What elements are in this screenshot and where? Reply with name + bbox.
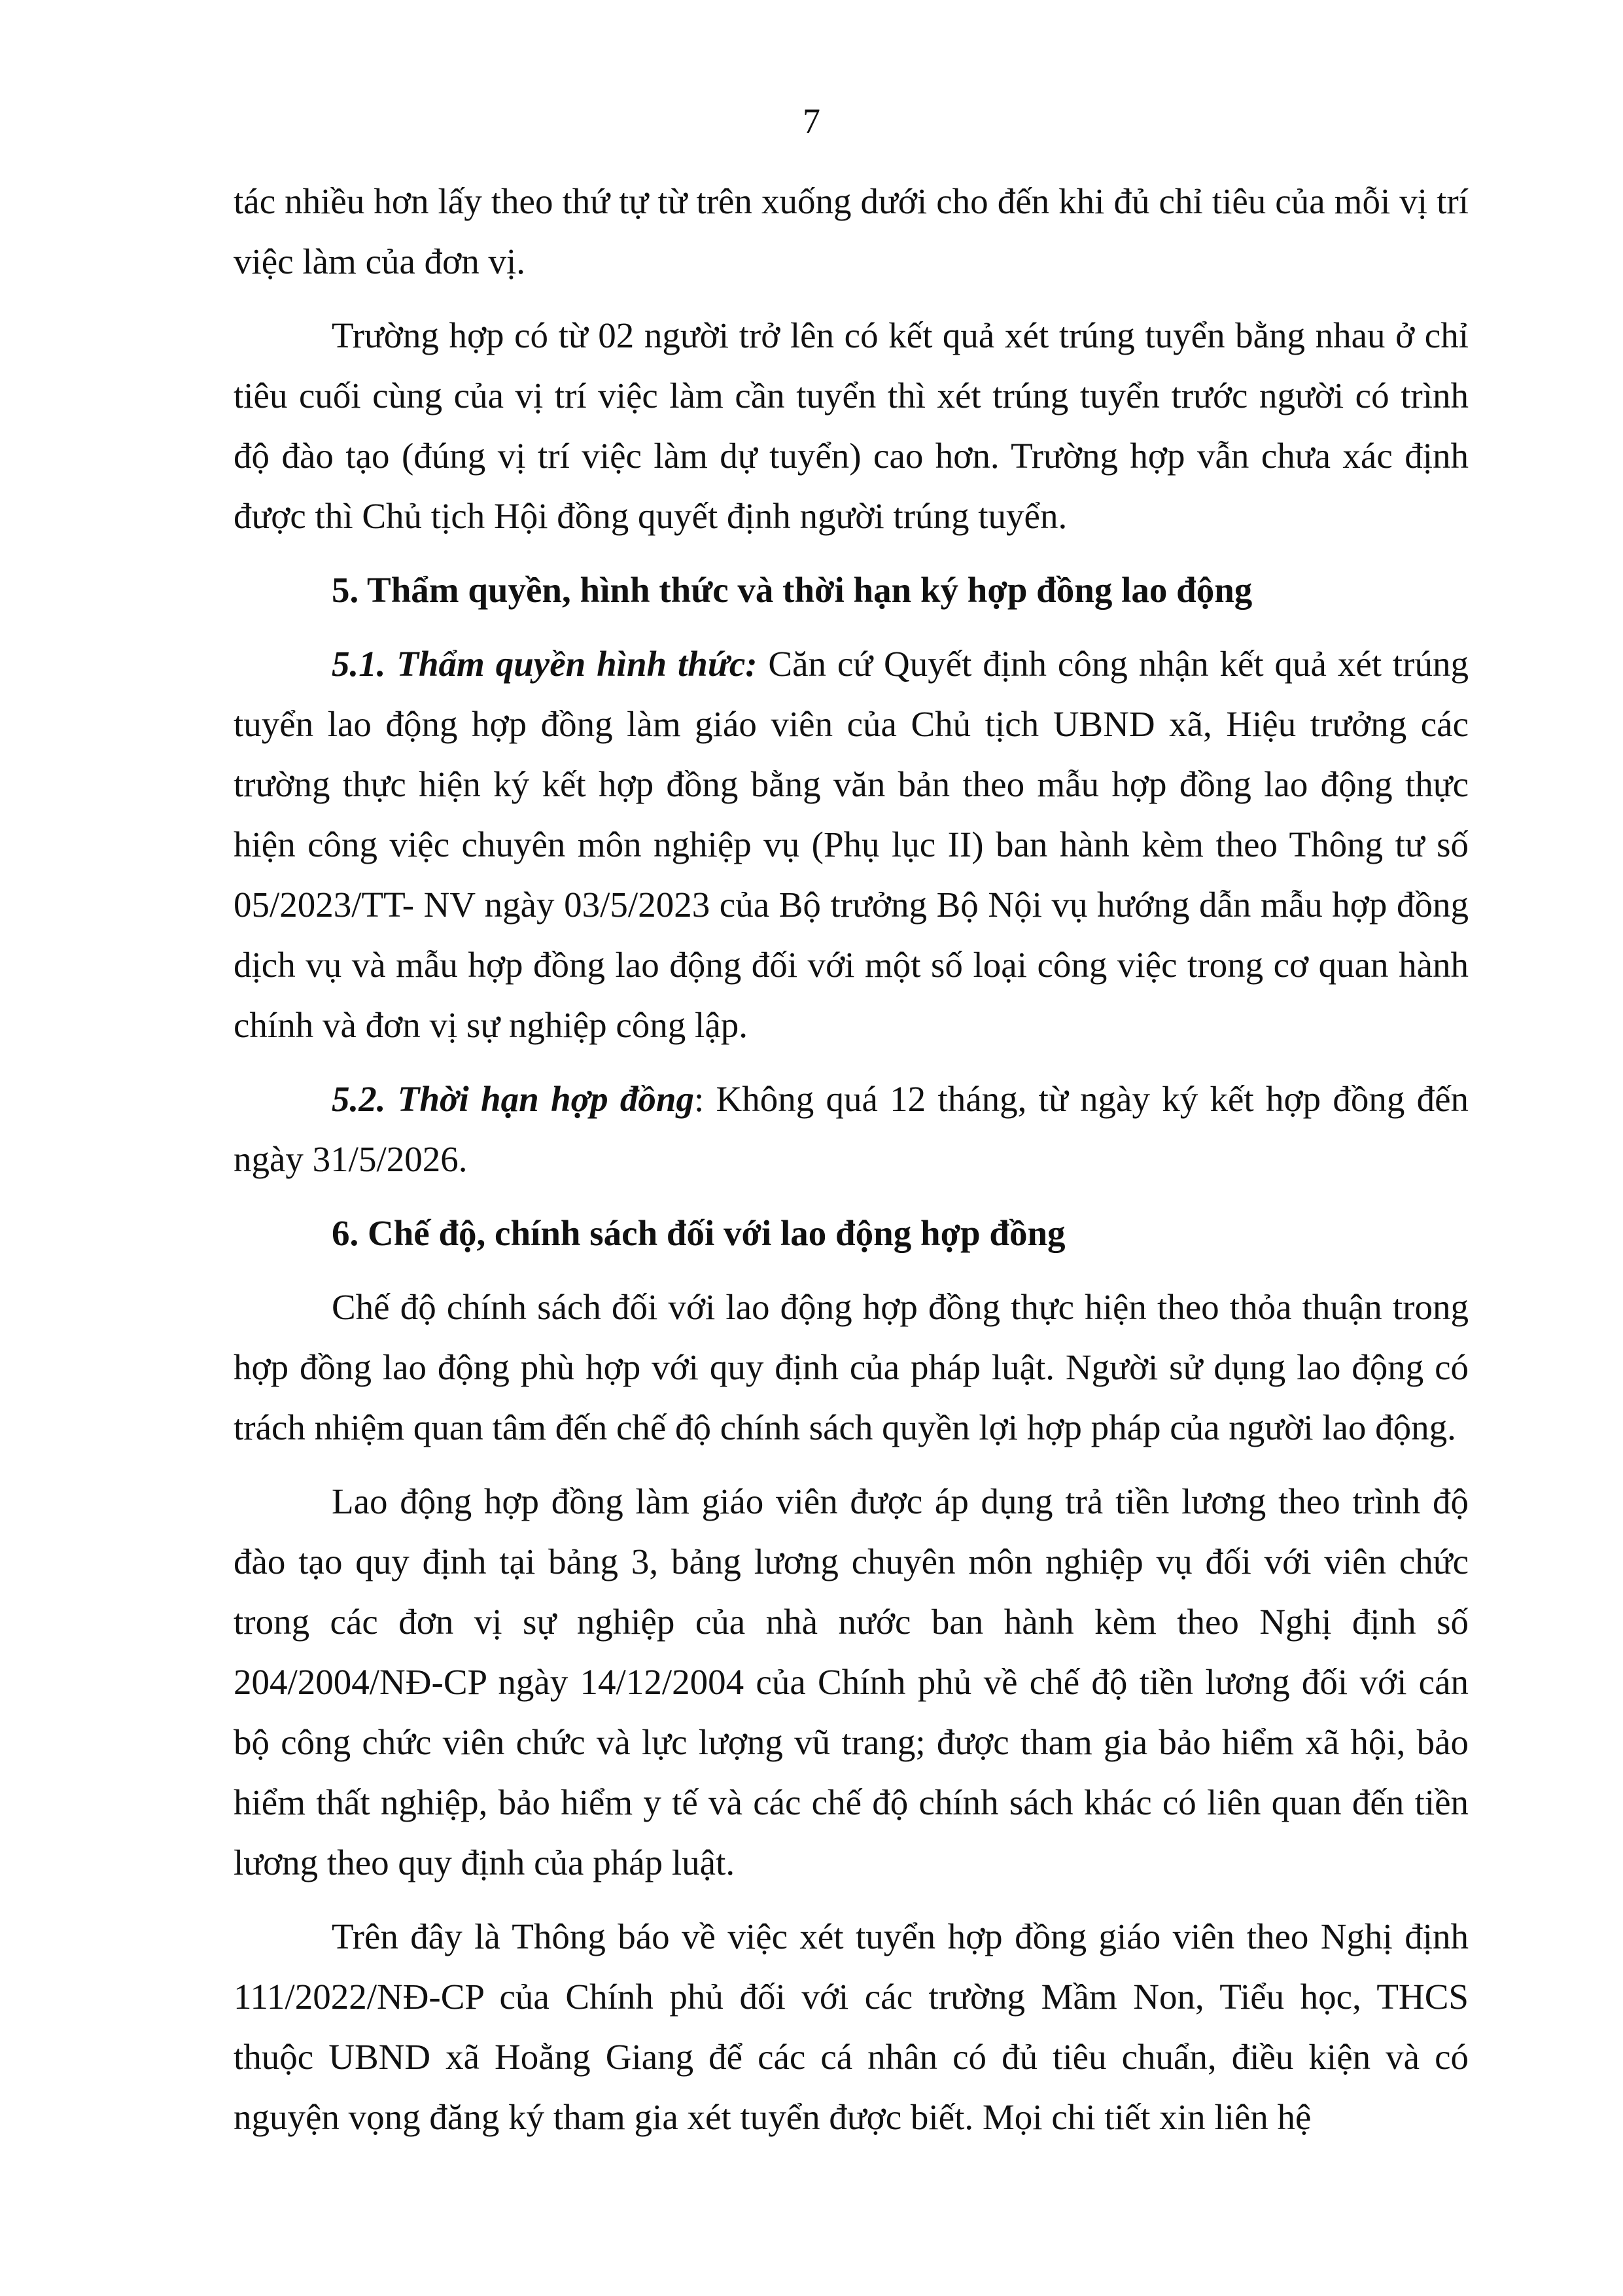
paragraph-conclusion: Trên đây là Thông báo về việc xét tuyển hợp đồng giáo viên theo Nghị định 111/2022/NĐ-CP của Chính phủ đối với các trường Mầm Non, Tiểu học, THCS thuộc UBND xã Hoằng Giang để các cá nhân có đủ tiêu chuẩn, điều kiện và có nguyện vọng đăng ký tham gia xét tuyển được biết. Mọi chi tiết xin liên hệ xyxy=(234,1916,1469,2137)
paragraph-5-1-label: 5.1. Thẩm quyền hình thức: xyxy=(332,644,758,684)
paragraph-5-2 xyxy=(234,1069,1469,1190)
section-heading-5: 5. Thẩm quyền, hình thức và thời hạn ký hợp đồng lao động xyxy=(332,570,1253,610)
page-number: 7 xyxy=(803,101,820,141)
paragraph-6-salary: Lao động hợp đồng làm giáo viên được áp dụng trả tiền lương theo trình độ đào tạo quy định tại bảng 3, bảng lương chuyên môn nghiệp vụ đối với viên chức trong các đơn vị sự nghiệp của nhà nước ban hành kèm theo Nghị định số 204/2004/NĐ-CP ngày 14/12/2004 của Chính phủ về chế độ tiền lương đối với cán bộ công chức viên chức và lực lượng vũ trang; được tham gia bảo hiểm xã hội, bảo hiểm thất nghiệp, bảo hiểm y tế và các chế độ chính sách khác có liên quan đến tiền lương theo quy định của pháp luật. xyxy=(234,1481,1469,1882)
paragraph-5-2-text: : Không quá 12 tháng, từ ngày ký kết hợp đồng đến ngày 31/5/2026. xyxy=(234,1079,1469,1179)
paragraph-5-1-text: Căn cứ Quyết định công nhận kết quả xét trúng tuyển lao động hợp đồng làm giáo viên của Chủ tịch UBND xã, Hiệu trưởng các trường thực hiện ký kết hợp đồng bằng văn bản theo mẫu hợp đồng lao động thực hiện công việc chuyên môn nghiệp vụ (Phụ lục II) ban hành kèm theo Thông tư số 05/2023/TT- NV ngày 03/5/2023 của Bộ trưởng Bộ Nội vụ hướng dẫn mẫu hợp đồng dịch vụ và mẫu hợp đồng lao động đối với một số loại công việc trong cơ quan hành chính và đơn vị sự nghiệp công lập. xyxy=(234,644,1469,1045)
paragraph-5-2-label: 5.2. Thời hạn hợp đồng xyxy=(332,1079,694,1119)
section-heading-6: 6. Chế độ, chính sách đối với lao động hợp đồng xyxy=(332,1213,1066,1253)
paragraph-6-policy: Chế độ chính sách đối với lao động hợp đồng thực hiện theo thỏa thuận trong hợp đồng lao động phù hợp với quy định của pháp luật. Người sử dụng lao động có trách nhiệm quan tâm đến chế độ chính sách quyền lợi hợp pháp của người lao động. xyxy=(234,1287,1469,1447)
paragraph-tie-break: Trường hợp có từ 02 người trở lên có kết quả xét trúng tuyển bằng nhau ở chỉ tiêu cuối cùng của vị trí việc làm cần tuyển thì xét trúng tuyển trước người có trình độ đào tạo (đúng vị trí việc làm dự tuyển) cao hơn. Trường hợp vẫn chưa xác định được thì Chủ tịch Hội đồng quyết định người trúng tuyển. xyxy=(234,315,1469,536)
paragraph-continuation: tác nhiều hơn lấy theo thứ tự từ trên xuống dưới cho đến khi đủ chỉ tiêu của mỗi vị trí việc làm của đơn vị. xyxy=(234,181,1469,281)
document-body xyxy=(234,171,1469,2147)
paragraph-5-1 xyxy=(234,634,1469,1055)
